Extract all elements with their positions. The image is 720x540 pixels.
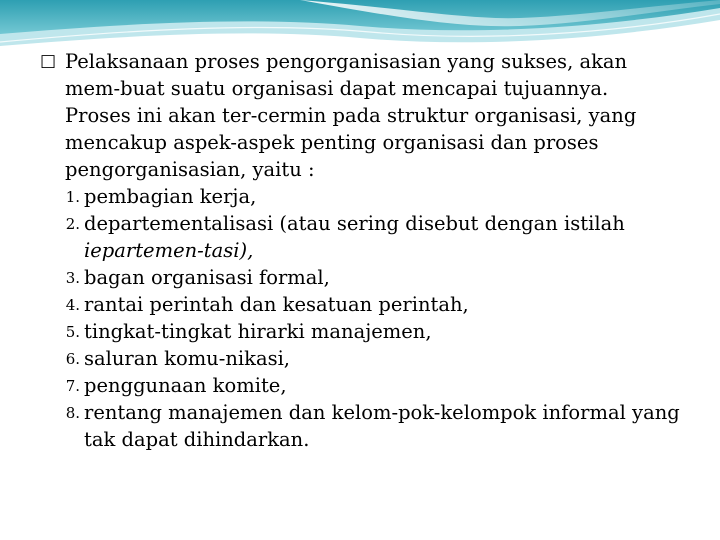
- list-item-number: 7.: [65, 377, 80, 395]
- list-item-text: departementalisasi (atau sering disebut dengan istilah: [84, 212, 625, 235]
- list-item-text: penggunaan komite,: [84, 374, 287, 397]
- intro-paragraph: [40, 48, 680, 183]
- list-item-number: 5.: [65, 323, 80, 341]
- intro-text: Pelaksanaan proses pengorganisasian yang sukses, akan mem-buat suatu organisasi dapat mencapai tujuannya. Proses ini akan ter-cermin pada struktur organisasi, yang mencakup aspek-aspek penting organisasi dan proses pengorganisasian, yaitu :: [65, 50, 637, 181]
- list-item: [40, 345, 680, 372]
- list-item: [40, 264, 680, 291]
- list-item: [40, 291, 680, 318]
- list-item-number: 1.: [65, 188, 80, 206]
- list-item: [40, 399, 680, 453]
- numbered-list: [40, 183, 680, 453]
- list-item: [40, 318, 680, 345]
- list-item: [40, 210, 680, 264]
- list-item-text: bagan organisasi formal,: [84, 266, 330, 289]
- list-item-text: rentang manajemen dan kelom-pok-kelompok informal yang tak dapat dihindarkan.: [84, 401, 680, 451]
- list-item-text: rantai perintah dan kesatuan perintah,: [84, 293, 469, 316]
- square-bullet-icon: □: [40, 51, 57, 71]
- list-item-text: tingkat-tingkat hirarki manajemen,: [84, 320, 432, 343]
- list-item: [40, 183, 680, 210]
- content-body: [40, 48, 680, 453]
- list-item-text: saluran komu-nikasi,: [84, 347, 291, 370]
- list-item-number: 6.: [65, 350, 80, 368]
- list-item: [40, 372, 680, 399]
- list-item-italic-note: iepartemen-tasi),: [84, 239, 254, 262]
- list-item-number: 2.: [65, 215, 80, 233]
- list-item-number: 4.: [65, 296, 80, 314]
- list-item-number: 3.: [65, 269, 80, 287]
- list-item-number: 8.: [65, 404, 80, 422]
- list-item-text: pembagian kerja,: [84, 185, 257, 208]
